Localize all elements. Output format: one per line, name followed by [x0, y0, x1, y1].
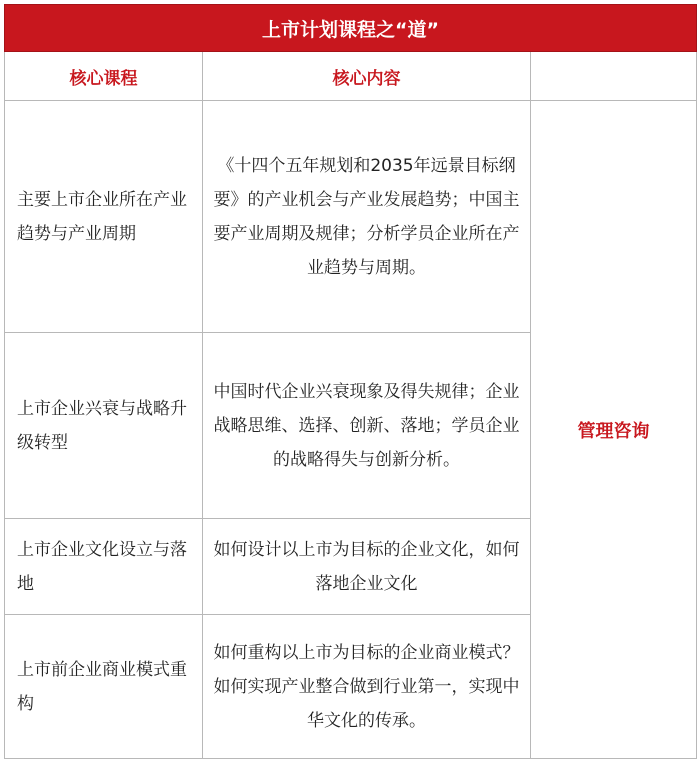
- title-row: [5, 5, 697, 52]
- course-name: 上市前企业商业模式重构: [5, 615, 203, 759]
- course-content: 《十四个五年规划和2035年远景目标纲要》的产业机会与产业发展趋势；中国主要产业周期及规律；分析学员企业所在产业趋势与周期。: [203, 101, 531, 333]
- header-row: [5, 52, 697, 101]
- course-table: [4, 4, 697, 759]
- table-row: [5, 101, 697, 333]
- course-content: 中国时代企业兴衰现象及得失规律；企业战略思维、选择、创新、落地；学员企业的战略得失与创新分析。: [203, 333, 531, 519]
- course-content: 如何重构以上市为目标的企业商业模式？如何实现产业整合做到行业第一，实现中华文化的传承。: [203, 615, 531, 759]
- header-core-course: 核心课程: [5, 52, 203, 101]
- course-name: 上市企业兴衰与战略升级转型: [5, 333, 203, 519]
- course-name: 主要上市企业所在产业趋势与产业周期: [5, 101, 203, 333]
- header-core-content: 核心内容: [203, 52, 531, 101]
- course-content: 如何设计以上市为目标的企业文化，如何落地企业文化: [203, 519, 531, 615]
- management-consulting-cell: 管理咨询: [531, 101, 697, 759]
- course-name: 上市企业文化设立与落地: [5, 519, 203, 615]
- header-empty: [531, 52, 697, 101]
- table-title: 上市计划课程之“道”: [5, 5, 697, 52]
